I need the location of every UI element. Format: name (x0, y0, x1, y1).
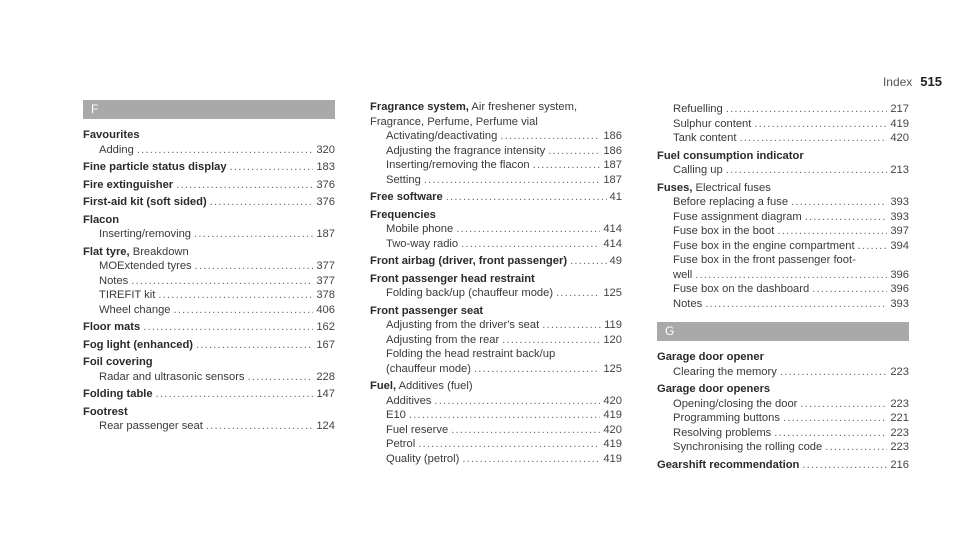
sub-entry (657, 195, 909, 210)
heading-continuation-text: Fragrance, Perfume, Perfume vial (370, 115, 538, 128)
entry-heading (370, 254, 567, 269)
entry-heading (83, 355, 153, 370)
leader-dots (812, 282, 887, 297)
leader-dots (533, 158, 601, 173)
sub-entry (370, 333, 622, 348)
sub-entry (83, 370, 335, 385)
sub-entry (657, 411, 909, 426)
entry-heading (657, 382, 770, 397)
entry-heading (370, 304, 483, 319)
leader-dots (137, 143, 313, 158)
page-ref: 187 (603, 173, 622, 186)
entry-heading-line (370, 304, 622, 319)
sub-entry (657, 239, 909, 254)
heading-text: Folding table (83, 388, 153, 400)
sub-entry-text: Adjusting from the driver's seat (386, 319, 540, 331)
leader-dots (500, 129, 600, 144)
sub-entry-text: Fuel reserve (386, 423, 449, 436)
sub-entry (657, 268, 909, 283)
leader-dots (462, 452, 600, 467)
index-entry (657, 350, 909, 379)
page-ref: 419 (603, 409, 622, 421)
entry-heading-line (657, 149, 909, 164)
heading-text: Frequencies (370, 208, 436, 221)
leader-dots (474, 362, 600, 377)
page-ref: 414 (603, 223, 622, 235)
page-ref: 41 (609, 191, 622, 203)
sub-entry-text: Fuse box in the engine compartment (673, 239, 855, 252)
entry-heading (83, 128, 140, 143)
sub-entry (83, 143, 335, 158)
index-entry (370, 100, 622, 187)
leader-dots (695, 268, 887, 283)
sub-entry (657, 440, 909, 455)
entry-heading (83, 338, 193, 353)
sub-entry (657, 210, 909, 225)
sub-entry-text: Fuse assignment diagram (673, 210, 802, 223)
entry-heading-line (370, 190, 622, 205)
letter-heading-f: F (83, 100, 335, 119)
page-ref: 420 (603, 394, 622, 407)
leader-dots (791, 195, 887, 210)
page-ref: 396 (890, 283, 909, 295)
sub-entry (657, 282, 909, 297)
sub-entry (657, 131, 909, 146)
heading-text: Front airbag (driver, front passenger) (370, 255, 568, 267)
sub-entry-text: Radar and ultrasonic sensors (99, 370, 245, 383)
entry-heading (657, 458, 799, 473)
leader-dots (777, 224, 887, 239)
sub-entry (83, 259, 335, 274)
heading-suffix: Electrical fuses (692, 181, 771, 194)
entry-heading-continuation (370, 115, 622, 130)
leader-dots (542, 318, 601, 333)
heading-text: Fragrance system, (370, 101, 469, 113)
heading-text: Footrest (83, 405, 128, 418)
entry-heading (370, 272, 535, 287)
page-ref: 394 (890, 239, 909, 252)
sub-entry-text: Wheel change (99, 303, 171, 316)
heading-text: Free software (370, 191, 443, 203)
index-entry (370, 208, 622, 252)
page-ref: 377 (316, 260, 335, 272)
page-ref: 162 (316, 321, 335, 333)
leader-dots (195, 259, 314, 274)
sub-entry-text: Mobile phone (386, 223, 454, 235)
leader-dots (143, 320, 313, 335)
sub-entry-text: (chauffeur mode) (386, 362, 471, 375)
sub-entry-text: Petrol (386, 438, 416, 450)
sub-entry (657, 426, 909, 441)
page-ref: 378 (316, 289, 335, 301)
page-ref: 420 (603, 423, 622, 436)
page-ref: 376 (316, 178, 335, 191)
entry-heading (370, 100, 577, 115)
entry-heading-line (370, 379, 622, 394)
page-ref: 213 (890, 164, 909, 176)
leader-dots (774, 426, 887, 441)
entry-heading-line (370, 272, 622, 287)
entry-heading-line (83, 338, 335, 353)
page-ref: 419 (603, 452, 622, 465)
sub-entry-text: Synchronising the rolling code (673, 441, 823, 453)
leader-dots (570, 254, 606, 269)
index-entry (657, 102, 909, 146)
heading-text: Flat tyre, (83, 245, 130, 258)
heading-text: Garage door openers (657, 383, 771, 395)
index-entry (370, 379, 622, 466)
index-entry (657, 458, 909, 473)
page-ref: 221 (890, 412, 909, 424)
page-ref: 120 (603, 333, 622, 346)
page-ref: 217 (890, 103, 909, 115)
heading-suffix: Breakdown (129, 245, 189, 258)
entry-list (370, 100, 622, 466)
index-entry (83, 387, 335, 402)
page-header (883, 74, 942, 89)
sub-entry (83, 419, 335, 434)
sub-entry-text: Inserting/removing (99, 228, 192, 240)
heading-text: Fire extinguisher (83, 178, 174, 191)
sub-entry (370, 394, 622, 409)
page-ref: 119 (604, 319, 622, 331)
sub-entry (370, 129, 622, 144)
leader-dots (131, 274, 313, 289)
page-ref: 183 (316, 161, 335, 173)
leader-dots (461, 237, 600, 252)
entry-heading-line (657, 350, 909, 365)
index-entry (83, 178, 335, 193)
entry-heading-line (657, 382, 909, 397)
index-entry (83, 245, 335, 318)
leader-dots (434, 394, 600, 409)
sub-entry-text: Activating/deactivating (386, 130, 498, 142)
sub-entry (83, 288, 335, 303)
sub-entry (370, 423, 622, 438)
sub-entry-text: Tank content (673, 132, 737, 144)
heading-text: Floor mats (83, 321, 141, 333)
heading-text: Fuel consumption indicator (657, 149, 804, 162)
page-ref: 223 (890, 441, 909, 453)
leader-dots (196, 338, 313, 353)
entry-heading (83, 195, 207, 210)
sub-entry-text: Opening/closing the door (673, 397, 798, 410)
sub-entry (370, 452, 622, 467)
letter-heading-g: G (657, 322, 909, 341)
entry-heading-line (83, 178, 335, 193)
leader-dots (424, 173, 600, 188)
sub-entry (370, 222, 622, 237)
entry-heading-line (83, 355, 335, 370)
leader-dots (446, 190, 607, 205)
sub-entry (657, 163, 909, 178)
page-ref: 406 (316, 303, 335, 316)
page-ref: 125 (603, 362, 622, 375)
index-column-3 (657, 102, 909, 475)
heading-text: First-aid kit (soft sided) (83, 196, 207, 208)
leader-dots (825, 440, 887, 455)
heading-text: Gearshift recommendation (657, 458, 800, 471)
entry-heading-line (83, 320, 335, 335)
leader-dots (783, 411, 887, 426)
sub-entry (370, 362, 622, 377)
heading-text: Fuses, (657, 181, 693, 194)
entry-heading-line (370, 100, 622, 115)
entry-heading (370, 190, 443, 205)
page-ref: 124 (316, 420, 335, 432)
page-ref: 228 (316, 370, 335, 383)
entry-heading-line (370, 208, 622, 223)
page-ref: 393 (890, 297, 909, 310)
leader-dots (548, 144, 600, 159)
entry-heading (657, 350, 764, 365)
sub-entry (370, 158, 622, 173)
sub-entry (657, 102, 909, 117)
leader-dots (780, 365, 887, 380)
leader-dots (754, 117, 887, 132)
leader-dots (176, 178, 313, 193)
sub-entry (657, 224, 909, 239)
leader-dots (726, 102, 888, 117)
heading-suffix: Air freshener system, (468, 101, 578, 113)
sub-entry (657, 117, 909, 132)
sub-entry (657, 253, 909, 268)
leader-dots (418, 437, 600, 452)
page-ref: 397 (890, 225, 909, 237)
sub-entry-text: Adding (99, 143, 134, 156)
entry-heading-line (370, 254, 622, 269)
leader-dots (248, 370, 314, 385)
heading-text: Favourites (83, 129, 140, 141)
sub-entry-text: TIREFIT kit (99, 289, 156, 301)
page-ref: 186 (603, 144, 622, 157)
index-entry (83, 213, 335, 242)
leader-dots (194, 227, 313, 242)
sub-entry-text: Two-way radio (386, 237, 459, 250)
leader-dots (739, 131, 887, 146)
entry-heading-line (83, 405, 335, 420)
page-ref: 223 (890, 397, 909, 410)
page-ref: 186 (603, 130, 622, 142)
entry-heading (370, 379, 473, 394)
sub-entry-text: Fuse box in the boot (673, 225, 775, 237)
index-entry (657, 382, 909, 455)
sub-entry (370, 437, 622, 452)
sub-entry-text: Fuse box on the dashboard (673, 283, 810, 295)
heading-text: Foil covering (83, 356, 153, 368)
sub-entry (83, 274, 335, 289)
index-entry (370, 304, 622, 377)
page-ref: 320 (316, 143, 335, 156)
index-entry (83, 160, 335, 175)
heading-text: Fine particle status display (83, 161, 227, 173)
heading-text: Front passenger head restraint (370, 272, 535, 285)
page-number: 515 (920, 74, 942, 89)
leader-dots (705, 297, 887, 312)
entry-heading-line (657, 181, 909, 196)
page-ref: 377 (316, 274, 335, 287)
page-ref: 414 (603, 237, 622, 250)
index-entry (83, 128, 335, 157)
leader-dots (451, 423, 600, 438)
sub-entry (370, 173, 622, 188)
heading-text: Fuel, (370, 380, 397, 392)
sub-entry-text: Folding back/up (chauffeur mode) (386, 287, 554, 299)
entry-heading-line (83, 195, 335, 210)
sub-entry-text: Inserting/removing the flacon (386, 159, 530, 171)
leader-dots (174, 303, 314, 318)
leader-dots (726, 163, 888, 178)
entry-heading-line (657, 458, 909, 473)
page-ref: 376 (316, 196, 335, 208)
index-entry (657, 149, 909, 178)
sub-entry-text: Setting (386, 173, 421, 186)
leader-dots (456, 222, 600, 237)
page-ref: 49 (609, 255, 622, 267)
leader-dots (206, 419, 313, 434)
index-column-1 (83, 100, 335, 437)
page-ref: 393 (890, 210, 909, 223)
leader-dots (409, 408, 600, 423)
sub-entry-text: Adjusting the fragrance intensity (386, 144, 546, 157)
leader-dots (800, 397, 887, 412)
page-ref: 147 (316, 388, 335, 400)
page-ref: 396 (890, 268, 909, 281)
header-title: Index (882, 75, 913, 89)
entry-heading (83, 320, 140, 335)
sub-entry (657, 397, 909, 412)
index-entry (657, 181, 909, 312)
page-ref: 187 (316, 228, 335, 240)
sub-entry (657, 297, 909, 312)
sub-entry-text: Clearing the memory (673, 365, 777, 378)
leader-dots (210, 195, 314, 210)
index-entry (83, 338, 335, 353)
sub-entry (370, 144, 622, 159)
heading-text: Fog light (enhanced) (83, 338, 194, 351)
entry-list (83, 128, 335, 434)
sub-entry-text: Calling up (673, 164, 723, 176)
sub-entry-text: Fuse box in the front passenger foot- (673, 254, 856, 266)
sub-entry-text: well (673, 268, 693, 281)
leader-dots (802, 458, 887, 473)
entry-heading-line (83, 128, 335, 143)
index-column-2 (370, 100, 622, 469)
entry-heading-line (83, 245, 335, 260)
entry-list (657, 102, 909, 311)
entry-heading-line (83, 160, 335, 175)
entry-heading (370, 208, 436, 223)
leader-dots (502, 333, 600, 348)
page-ref: 223 (890, 426, 909, 439)
leader-dots (805, 210, 888, 225)
leader-dots (858, 239, 888, 254)
entry-heading (657, 149, 804, 164)
sub-entry (370, 318, 622, 333)
sub-entry-text: Adjusting from the rear (386, 333, 500, 346)
page-ref: 187 (603, 159, 622, 171)
sub-entry-text: Rear passenger seat (99, 420, 203, 432)
page-ref: 419 (890, 117, 909, 130)
page-ref: 393 (890, 196, 909, 208)
leader-dots (556, 286, 600, 301)
index-entry (83, 195, 335, 210)
page-ref: 223 (890, 365, 909, 378)
sub-entry (370, 286, 622, 301)
entry-heading-line (83, 387, 335, 402)
heading-text: Garage door opener (657, 351, 764, 363)
sub-entry (370, 237, 622, 252)
sub-entry-text: Before replacing a fuse (673, 196, 789, 208)
sub-entry (657, 365, 909, 380)
leader-dots (156, 387, 314, 402)
entry-heading (83, 245, 189, 260)
index-entry (370, 190, 622, 205)
page-ref: 216 (890, 458, 909, 471)
index-entry (83, 320, 335, 335)
sub-entry (370, 347, 622, 362)
sub-entry-text: Folding the head restraint back/up (386, 348, 556, 360)
sub-entry-text: Notes (673, 297, 703, 310)
sub-entry (370, 408, 622, 423)
page-ref: 125 (603, 287, 622, 299)
sub-entry (83, 303, 335, 318)
entry-heading (83, 178, 173, 193)
entry-heading (83, 160, 227, 175)
sub-entry-text: Refuelling (673, 103, 723, 115)
sub-entry-text: Sulphur content (673, 117, 752, 130)
sub-entry-text: E10 (386, 409, 406, 421)
entry-heading-line (83, 213, 335, 228)
entry-list (657, 350, 909, 472)
sub-entry-text: Notes (99, 274, 129, 287)
leader-dots (158, 288, 313, 303)
leader-dots (230, 160, 314, 175)
sub-entry-text: Resolving problems (673, 426, 772, 439)
entry-heading (83, 405, 128, 420)
index-entry (83, 355, 335, 384)
page-ref: 420 (890, 132, 909, 144)
sub-entry-text: MOExtended tyres (99, 260, 192, 272)
heading-text: Front passenger seat (370, 304, 484, 317)
sub-entry-text: Programming buttons (673, 412, 780, 424)
entry-heading (657, 181, 771, 196)
entry-heading (83, 387, 153, 402)
entry-heading (83, 213, 119, 228)
index-entry (83, 405, 335, 434)
heading-suffix: Additives (fuel) (396, 380, 473, 392)
index-entry (370, 254, 622, 269)
page-ref: 419 (603, 438, 622, 450)
heading-text: Flacon (83, 213, 120, 226)
sub-entry-text: Additives (386, 394, 432, 407)
sub-entry (83, 227, 335, 242)
index-entry (370, 272, 622, 301)
sub-entry-text: Quality (petrol) (386, 452, 460, 465)
page-ref: 167 (316, 338, 335, 351)
